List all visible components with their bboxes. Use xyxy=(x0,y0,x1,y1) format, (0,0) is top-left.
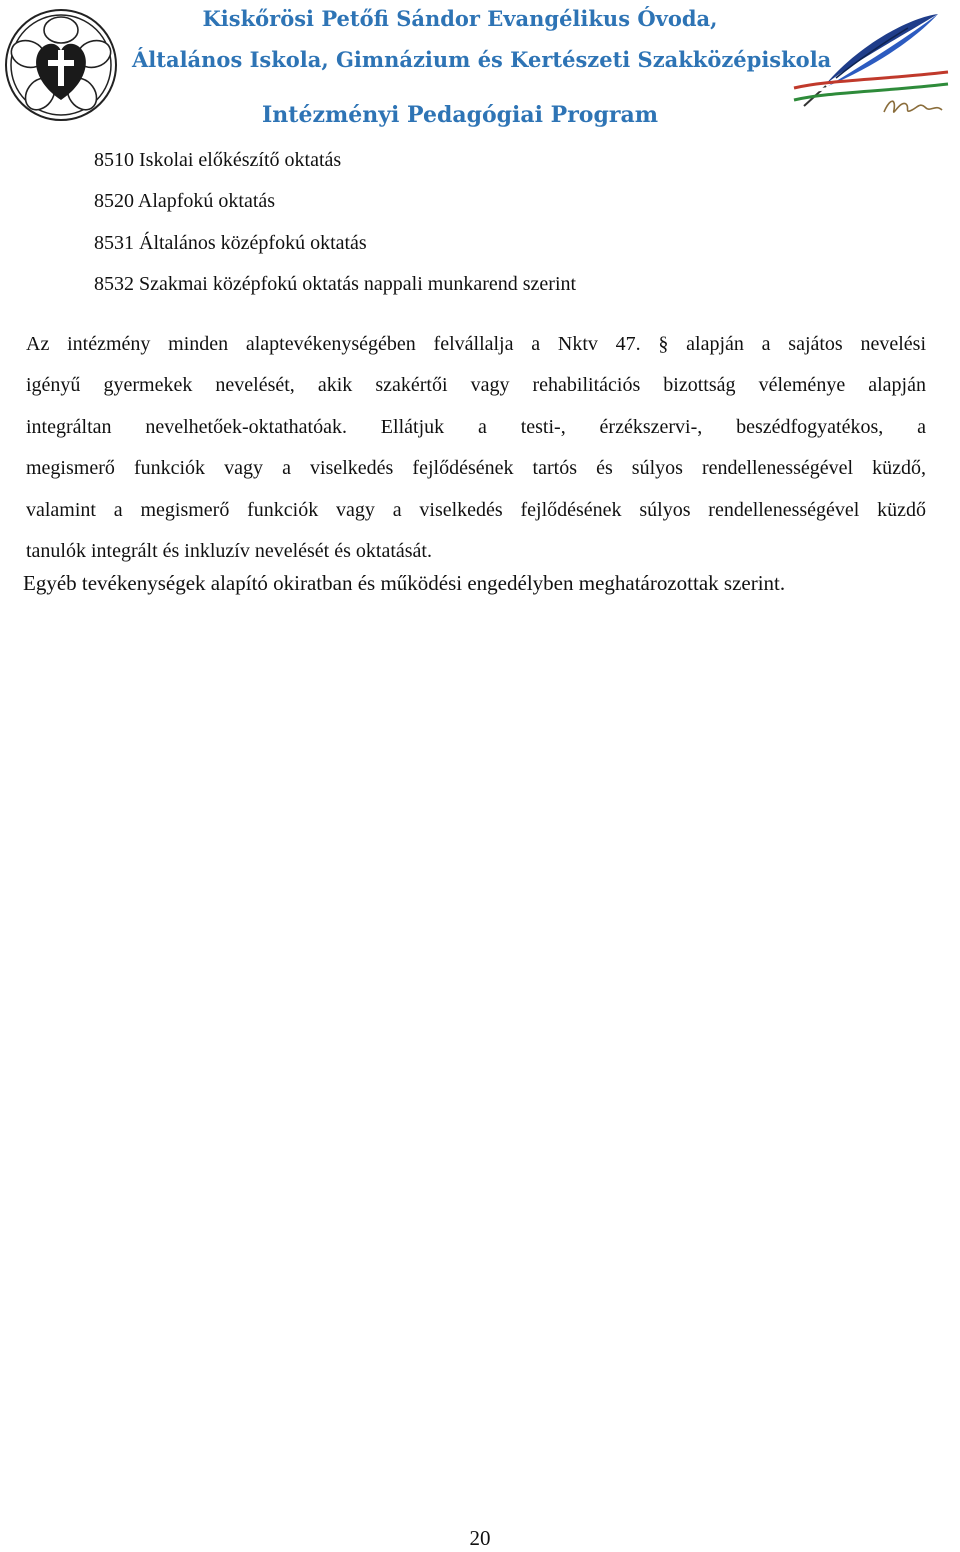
paragraph-line: integráltan nevelhetőek-oktathatóak. Ellátjuk a testi-, érzékszervi-, beszédfogyatékos, a xyxy=(26,415,926,438)
list-item: 8520 Alapfokú oktatás xyxy=(94,190,276,213)
list-item: 8510 Iskolai előkészítő oktatás xyxy=(94,149,342,171)
list-item: 8531 Általános középfokú oktatás xyxy=(94,231,367,254)
integration-paragraph xyxy=(26,324,926,572)
list-item: 8532 Szakmai középfokú oktatás nappali munkarend szerint xyxy=(94,273,577,296)
paragraph-line: igényű gyermekek nevelését, akik szakértői vagy rehabilitációs bizottság véleménye alapján xyxy=(26,374,926,397)
paragraph-line: tanulók integrált és inkluzív nevelését és oktatását. xyxy=(26,539,432,562)
paragraph-line: Az intézmény minden alaptevékenységében felvállalja a Nktv 47. § alapján a sajátos nevelési xyxy=(26,333,926,355)
other-activities-text: Egyéb tevékenységek alapító okiratban és működési engedélyben meghatározottak szerint. xyxy=(23,571,786,595)
school-name-line2: Általános Iskola, Gimnázium és Kertészeti Szakközépiskola xyxy=(132,47,832,72)
paragraph-line: megismerő funkciók vagy a viselkedés fejlődésének tartós és súlyos rendellenességével küzdő, xyxy=(26,457,926,480)
school-name-line1: Kiskőrösi Petőfi Sándor Evangélikus Óvoda, xyxy=(202,6,718,31)
page-number: 20 xyxy=(469,1526,491,1550)
activity-list xyxy=(94,146,576,312)
luther-rose-icon xyxy=(4,8,118,122)
paragraph-line: valamint a megismerő funkciók vagy a viselkedés fejlődésének súlyos rendellenességével küzdő xyxy=(26,498,926,521)
document-title: Intézményi Pedagógiai Program xyxy=(262,102,658,128)
